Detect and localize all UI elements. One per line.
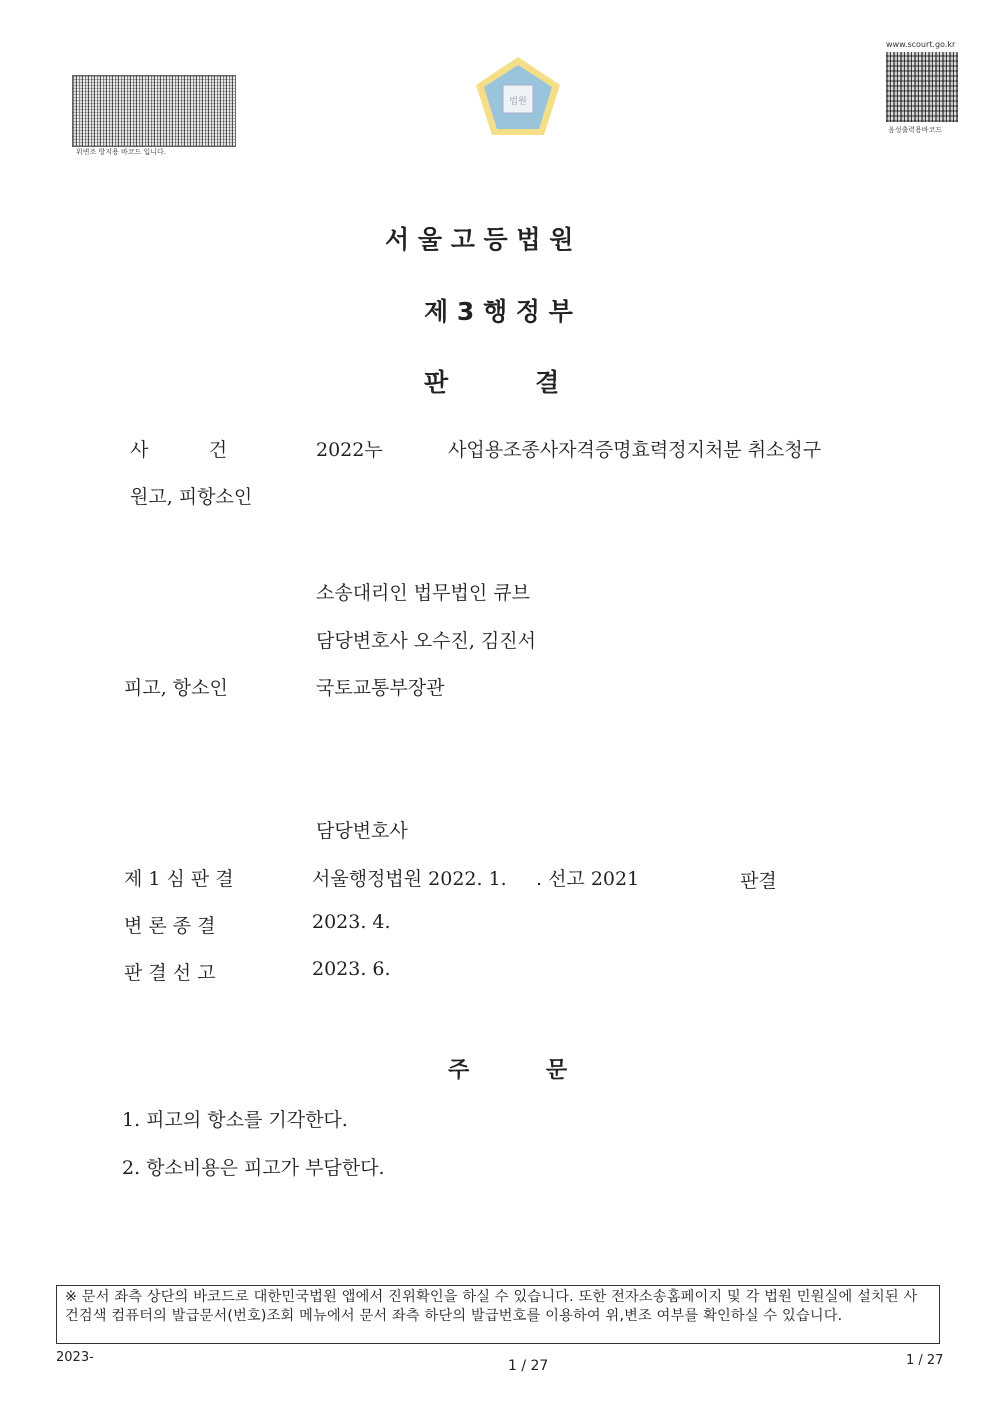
closing-label: 변 론 종 결 [124,915,216,937]
first-instance-label: 제 1 심 판 결 [124,868,234,890]
site-url: www.scourt.go.kr [886,40,956,49]
verification-notice: ※ 문서 좌측 상단의 바코드로 대한민국법원 앱에서 진위확인을 하실 수 있습니다. 또한 전자소송홈페이지 및 각 법원 민원실에 설치된 사건검색 컴퓨터의 발급문서(번호)조회 메뉴에서 문서 좌측 하단의 발급번호를 이용하여 위,변조 여부를 확인하실 수 있습니다. [56,1285,940,1344]
verdict-label: 판 결 선 고 [124,962,216,984]
page-number-right: 1 / 27 [906,1353,944,1368]
defendant-label: 피고, 항소인 [124,677,228,699]
qr-caption: 음성출력용바코드 [888,126,943,134]
verdict-date: 2023. 6. [312,958,391,980]
closing-date: 2023. 4. [312,911,391,933]
issue-number: 2023- [56,1350,94,1365]
plaintiff-label: 원고, 피항소인 [130,486,253,508]
case-number: 2022누 [316,439,383,461]
first-instance-declaration: . 선고 2021 [536,868,640,890]
voice-output-qr [886,52,958,122]
order-item: 1. 피고의 항소를 기각한다. [122,1109,348,1131]
order-title: 주 문 [448,1058,568,1083]
first-instance-suffix: 판결 [740,870,777,892]
division-name: 제 3 행 정 부 [424,297,573,326]
page-number-center: 1 / 27 [508,1358,549,1374]
document-type: 판 결 [424,368,560,397]
order-item: 2. 항소비용은 피고가 부담한다. [122,1157,385,1179]
first-instance-court: 서울행정법원 2022. 1. [312,868,507,890]
defendant-lawyer: 담당변호사 [316,820,408,842]
defendant-name: 국토교통부장관 [316,677,445,699]
court-name: 서 울 고 등 법 원 [385,225,574,254]
counsel-lawyers: 담당변호사 오수진, 김진서 [316,630,537,652]
case-title: 사업용조종사자격증명효력정지처분 취소청구 [448,439,822,461]
svg-text:법원: 법원 [509,97,527,107]
barcode-caption: 위변조 방지용 바코드 입니다. [76,148,167,156]
verification-barcode [72,75,236,147]
court-seal-logo [472,55,564,139]
case-label: 사 건 [130,439,228,461]
counsel-firm: 소송대리인 법무법인 큐브 [316,582,530,604]
